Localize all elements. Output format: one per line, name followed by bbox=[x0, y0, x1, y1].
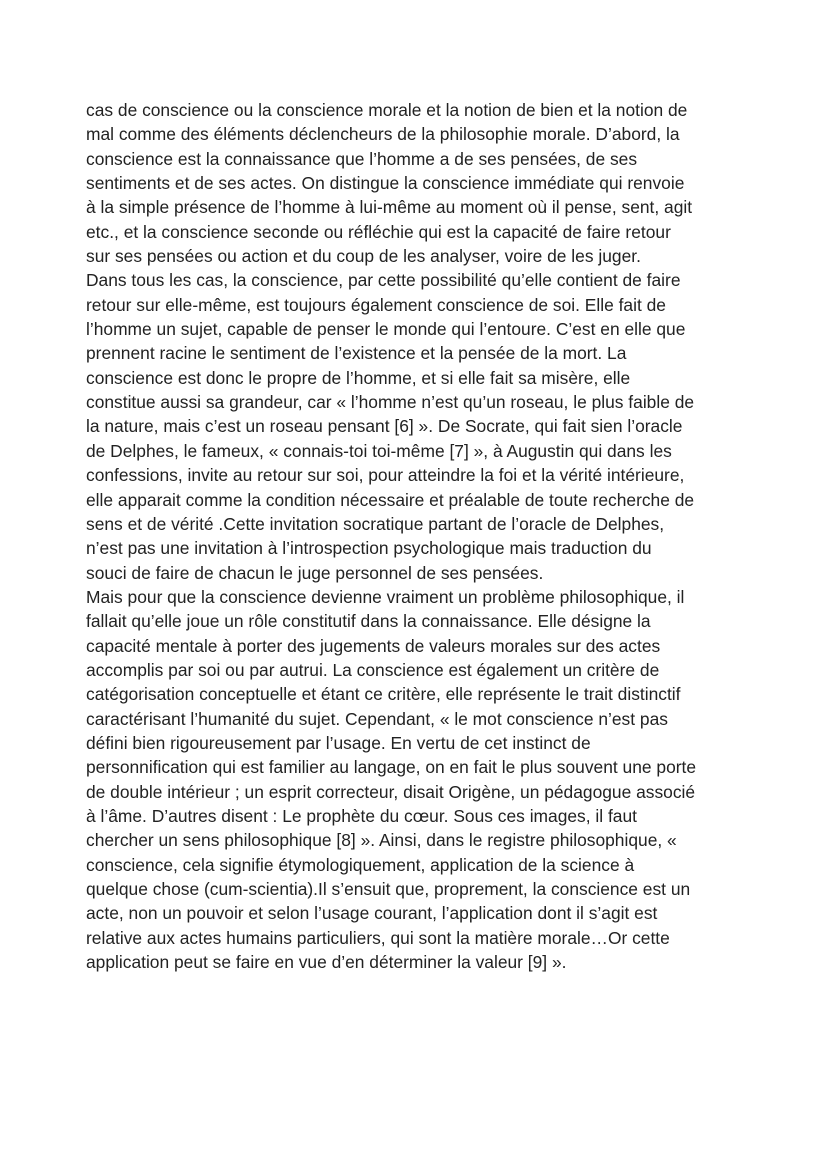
text-line: la nature, mais c’est un roseau pensant [6] ». De Socrate, qui fait sien l’oracle bbox=[86, 416, 683, 437]
text-line: de Delphes, le fameux, « connais-toi toi-même [7] », à Augustin qui dans les bbox=[86, 440, 672, 461]
text-line: capacité mentale à porter des jugements de valeurs morales sur des actes bbox=[86, 635, 661, 656]
text-line: Mais pour que la conscience devienne vraiment un problème philosophique, il bbox=[86, 586, 685, 607]
text-line: à la simple présence de l’homme à lui-même au moment où il pense, sent, agit bbox=[86, 197, 693, 218]
text-line: prennent racine le sentiment de l’existence et la pensée de la mort. La bbox=[86, 343, 627, 364]
text-line: souci de faire de chacun le juge personnel de ses pensées. bbox=[86, 562, 544, 583]
text-line: fallait qu’elle joue un rôle constitutif dans la connaissance. Elle désigne la bbox=[86, 611, 651, 632]
text-line: à l’âme. D’autres disent : Le prophète du cœur. Sous ces images, il faut bbox=[86, 805, 637, 826]
text-line: catégorisation conceptuelle et étant ce critère, elle représente le trait distinctif bbox=[86, 684, 681, 705]
text-line: retour sur elle-même, est toujours également conscience de soi. Elle fait de bbox=[86, 294, 666, 315]
text-line: chercher un sens philosophique [8] ». Ainsi, dans le registre philosophique, « bbox=[86, 830, 677, 851]
text-line: acte, non un pouvoir et selon l’usage courant, l’application dont il s’agit est bbox=[86, 903, 658, 924]
text-line: elle apparait comme la condition nécessaire et préalable de toute recherche de bbox=[86, 489, 695, 510]
text-line: de double intérieur ; un esprit correcteur, disait Origène, un pédagogue associé bbox=[86, 781, 696, 802]
text-line: l’homme un sujet, capable de penser le monde qui l’entoure. C’est en elle que bbox=[86, 319, 686, 340]
text-line: conscience est la connaissance que l’homme a de ses pensées, de ses bbox=[86, 148, 638, 169]
text-line: quelque chose (cum-scientia).Il s’ensuit que, proprement, la conscience est un bbox=[86, 879, 691, 899]
text-line: n’est pas une invitation à l’introspection psychologique mais traduction du bbox=[86, 538, 652, 559]
text-line: constitue aussi sa grandeur, car « l’homme n’est qu’un roseau, le plus faible de bbox=[86, 392, 695, 413]
text-line: etc., et la conscience seconde ou réfléchie qui est la capacité de faire retour bbox=[86, 221, 671, 242]
text-line: sens et de vérité .Cette invitation socratique partant de l’oracle de Delphes, bbox=[86, 513, 665, 534]
text-line: caractérisant l’humanité du sujet. Cependant, « le mot conscience n’est pas bbox=[86, 708, 668, 729]
text-line: application peut se faire en vue d’en déterminer la valeur [9] ». bbox=[86, 952, 567, 973]
text-line: personnification qui est familier au langage, on en fait le plus souvent une porte bbox=[86, 757, 697, 778]
text-line: sentiments et de ses actes. On distingue la conscience immédiate qui renvoie bbox=[86, 173, 685, 194]
text-line: relative aux actes humains particuliers, qui sont la matière morale…Or cette bbox=[86, 927, 670, 948]
text-line: cas de conscience ou la conscience morale et la notion de bien et la notion de bbox=[86, 100, 688, 120]
text-line: défini bien rigoureusement par l’usage. En vertu de cet instinct de bbox=[86, 732, 591, 753]
text-line: confessions, invite au retour sur soi, pour atteindre la foi et la vérité intérieure, bbox=[86, 465, 685, 486]
text-line: sur ses pensées ou action et du coup de les analyser, voire de les juger. bbox=[86, 246, 641, 267]
body-text bbox=[86, 98, 766, 974]
text-line: mal comme des éléments déclencheurs de la philosophie morale. D’abord, la bbox=[86, 124, 680, 145]
text-line: conscience est donc le propre de l’homme, et si elle fait sa misère, elle bbox=[86, 367, 631, 388]
text-line: Dans tous les cas, la conscience, par cette possibilité qu’elle contient de faire bbox=[86, 270, 681, 291]
text-line: conscience, cela signifie étymologiquement, application de la science à bbox=[86, 854, 635, 875]
text-line: accomplis par soi ou par autrui. La conscience est également un critère de bbox=[86, 659, 660, 680]
